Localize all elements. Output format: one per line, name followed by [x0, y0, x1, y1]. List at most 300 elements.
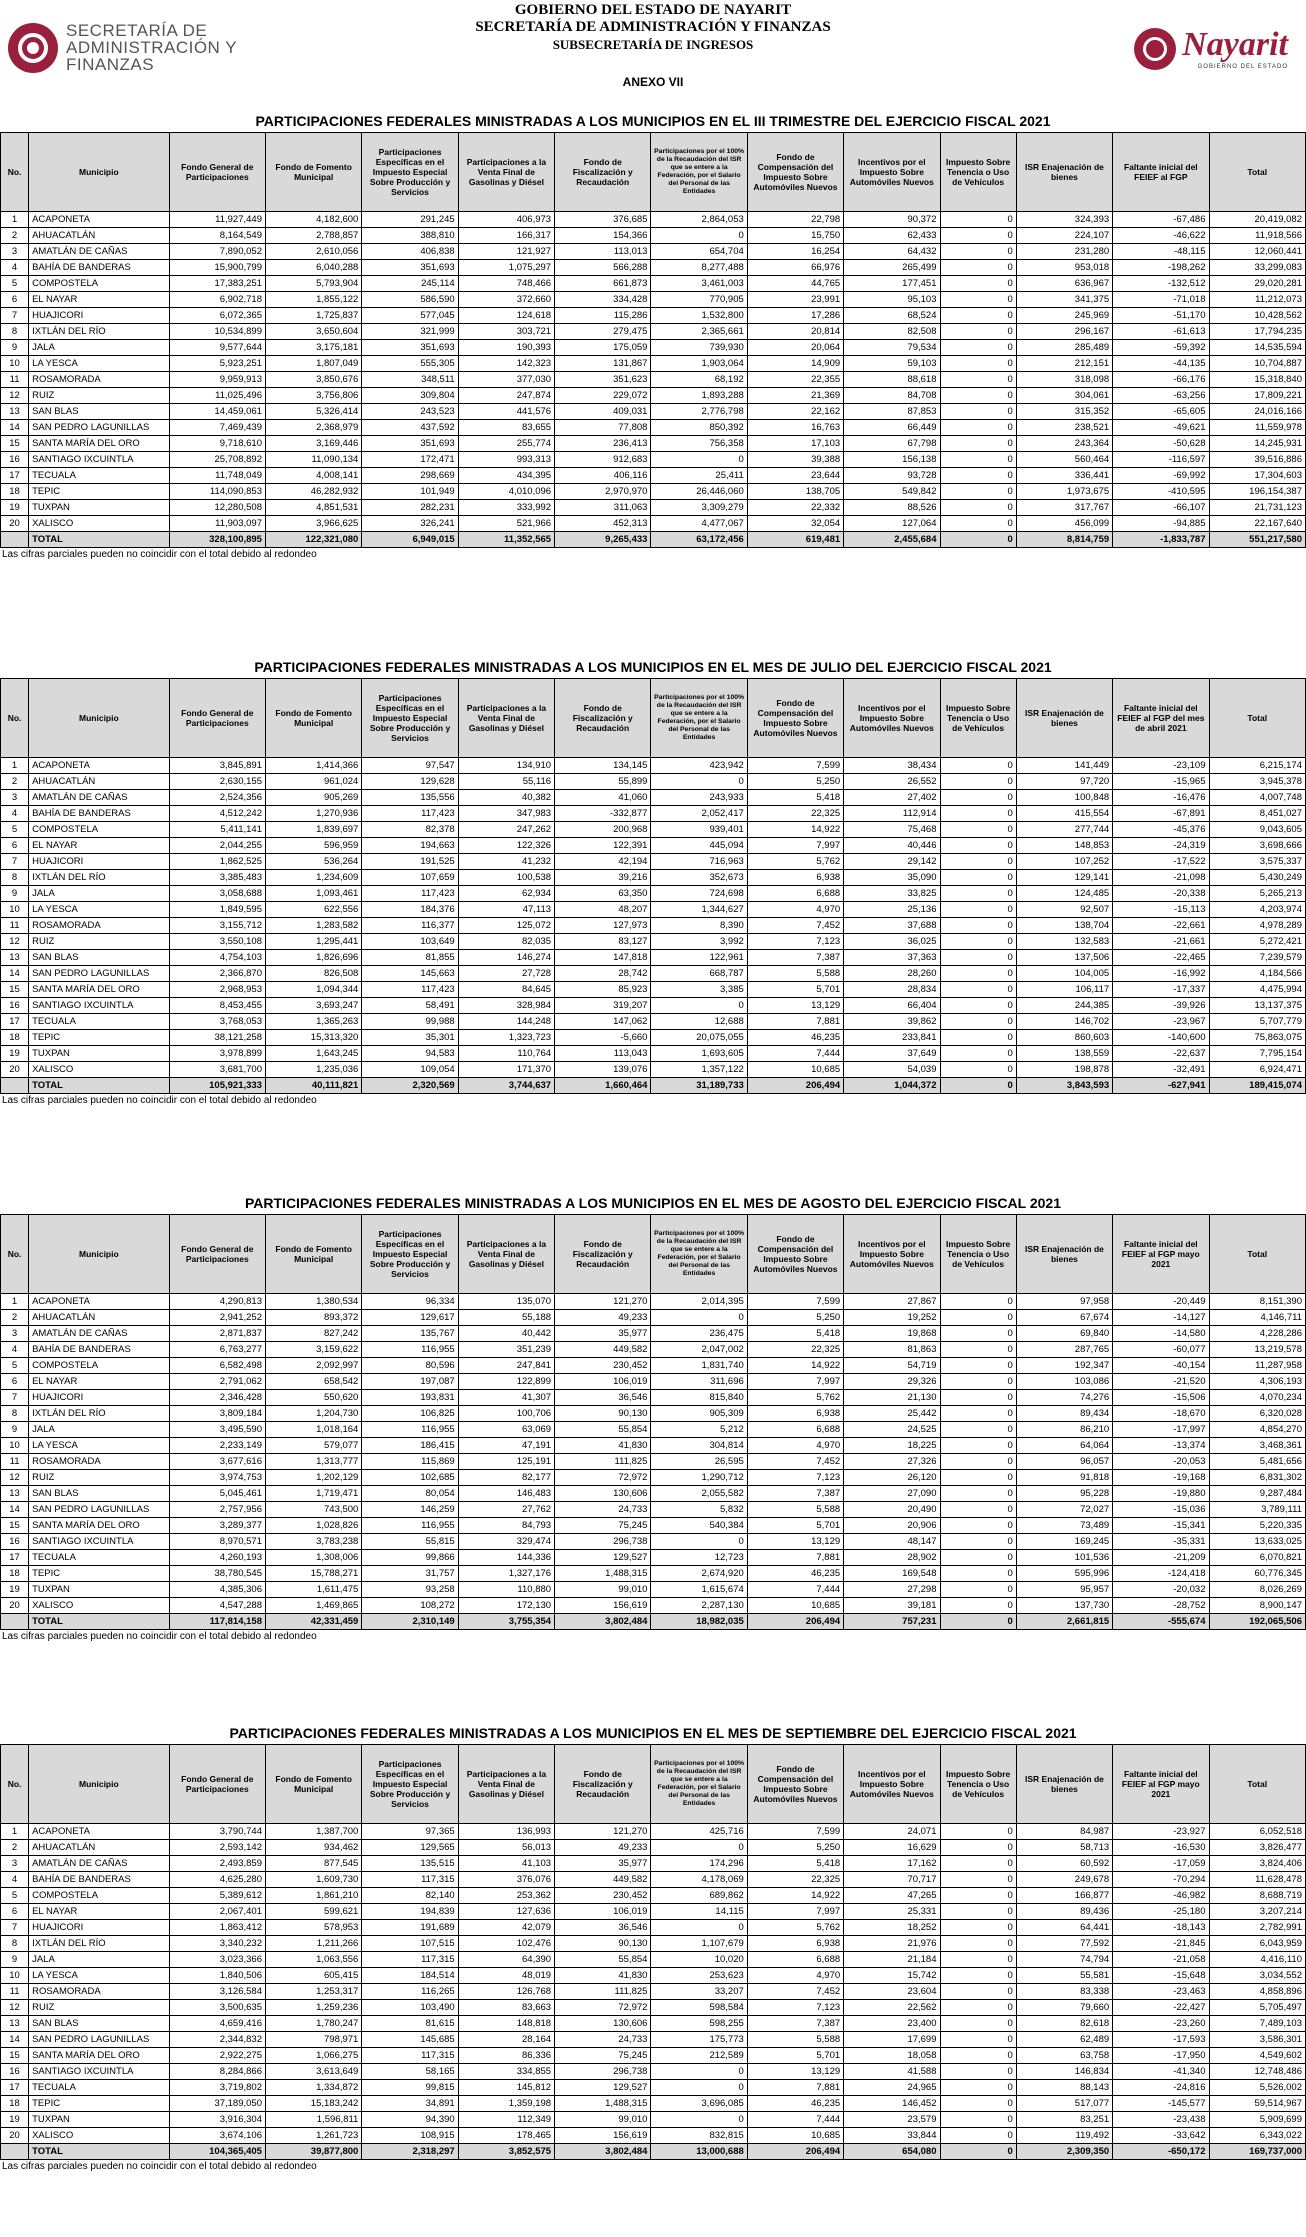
- amount-cell: 0: [940, 292, 1016, 308]
- row-number: 9: [1, 1422, 29, 1438]
- amount-cell: 9,043,605: [1209, 822, 1306, 838]
- municipio-name: TECUALA: [29, 1550, 170, 1566]
- amount-cell: 654,704: [651, 244, 747, 260]
- amount-cell: 93,258: [362, 1582, 458, 1598]
- municipio-name: TEPIC: [29, 1030, 170, 1046]
- total-cell: 654,080: [844, 2144, 940, 2160]
- row-number: 11: [1, 1454, 29, 1470]
- amount-cell: 136,993: [458, 1824, 554, 1840]
- amount-cell: 81,855: [362, 950, 458, 966]
- amount-cell: 0: [940, 1598, 1016, 1614]
- total-cell: 2,309,350: [1016, 2144, 1112, 2160]
- amount-cell: 13,129: [747, 2064, 843, 2080]
- amount-cell: 117,315: [362, 1872, 458, 1888]
- participaciones-table: [0, 1214, 1306, 1630]
- amount-cell: 0: [940, 324, 1016, 340]
- amount-cell: 64,432: [844, 244, 940, 260]
- total-cell: 40,111,821: [265, 1078, 361, 1094]
- amount-cell: 7,123: [747, 1470, 843, 1486]
- amount-cell: 5,418: [747, 1326, 843, 1342]
- amount-cell: -60,077: [1113, 1342, 1209, 1358]
- amount-cell: 6,052,518: [1209, 1824, 1306, 1840]
- table-row: [1, 500, 1306, 516]
- amount-cell: 0: [651, 998, 747, 1014]
- municipio-name: TECUALA: [29, 2080, 170, 2096]
- amount-cell: 73,489: [1016, 1518, 1112, 1534]
- amount-cell: 3,681,700: [169, 1062, 265, 1078]
- amount-cell: 147,818: [555, 950, 651, 966]
- amount-cell: 141,449: [1016, 758, 1112, 774]
- column-header: Participaciones Específicas en el Impuesto Especial Sobre Producción y Servicios: [362, 679, 458, 758]
- amount-cell: 121,270: [555, 1824, 651, 1840]
- logo-line-2: ADMINISTRACIÓN Y: [66, 38, 238, 57]
- amount-cell: 11,903,097: [169, 516, 265, 532]
- row-number: 15: [1, 982, 29, 998]
- amount-cell: 124,618: [458, 308, 554, 324]
- amount-cell: 8,390: [651, 918, 747, 934]
- column-header: Fondo General de Participaciones: [169, 679, 265, 758]
- row-number: 13: [1, 950, 29, 966]
- total-spacer: [1, 532, 29, 548]
- amount-cell: 5,588: [747, 1502, 843, 1518]
- amount-cell: 59,514,967: [1209, 2096, 1306, 2112]
- amount-cell: 64,390: [458, 1952, 554, 1968]
- amount-cell: 84,708: [844, 388, 940, 404]
- column-header: Municipio: [29, 1215, 170, 1294]
- amount-cell: 100,706: [458, 1406, 554, 1422]
- amount-cell: 3,693,247: [265, 998, 361, 1014]
- row-number: 17: [1, 2080, 29, 2096]
- amount-cell: 82,508: [844, 324, 940, 340]
- table-row: [1, 902, 1306, 918]
- column-header: ISR Enajenación de bienes: [1016, 679, 1112, 758]
- amount-cell: 6,343,022: [1209, 2128, 1306, 2144]
- row-number: 1: [1, 212, 29, 228]
- logo-line-3: FINANZAS: [66, 55, 155, 74]
- table-row: [1, 1390, 1306, 1406]
- section-2: [0, 1192, 1306, 1644]
- row-number: 16: [1, 2064, 29, 2080]
- amount-cell: 0: [940, 1968, 1016, 1984]
- municipio-name: SAN BLAS: [29, 404, 170, 420]
- amount-cell: 107,515: [362, 1936, 458, 1952]
- amount-cell: 42,079: [458, 1920, 554, 1936]
- amount-cell: 2,346,428: [169, 1390, 265, 1406]
- amount-cell: 7,599: [747, 758, 843, 774]
- amount-cell: 598,584: [651, 2000, 747, 2016]
- row-number: 20: [1, 2128, 29, 2144]
- amount-cell: 24,733: [555, 1502, 651, 1518]
- table-row: [1, 1824, 1306, 1840]
- amount-cell: 115,286: [555, 308, 651, 324]
- amount-cell: 15,788,271: [265, 1566, 361, 1582]
- amount-cell: 26,552: [844, 774, 940, 790]
- amount-cell: 832,815: [651, 2128, 747, 2144]
- amount-cell: -14,580: [1113, 1326, 1209, 1342]
- amount-cell: 116,955: [362, 1342, 458, 1358]
- row-number: 13: [1, 1486, 29, 1502]
- row-number: 16: [1, 998, 29, 1014]
- amount-cell: 7,997: [747, 838, 843, 854]
- amount-cell: 17,103: [747, 436, 843, 452]
- amount-cell: 1,831,740: [651, 1358, 747, 1374]
- amount-cell: 877,545: [265, 1856, 361, 1872]
- row-number: 19: [1, 500, 29, 516]
- amount-cell: 121,270: [555, 1294, 651, 1310]
- table-row: [1, 1342, 1306, 1358]
- amount-cell: -15,036: [1113, 1502, 1209, 1518]
- municipio-name: ACAPONETA: [29, 758, 170, 774]
- amount-cell: 130,606: [555, 1486, 651, 1502]
- amount-cell: 35,977: [555, 1326, 651, 1342]
- amount-cell: -48,115: [1113, 244, 1209, 260]
- table-row: [1, 1920, 1306, 1936]
- amount-cell: 5,588: [747, 2032, 843, 2048]
- amount-cell: 3,719,802: [169, 2080, 265, 2096]
- row-number: 7: [1, 1390, 29, 1406]
- column-header: Participaciones por el 100% de la Recaudación del ISR que se entere a la Federación, por el Salario del Personal de las Entidades: [651, 133, 747, 212]
- amount-cell: 2,757,956: [169, 1502, 265, 1518]
- amount-cell: 39,216: [555, 870, 651, 886]
- amount-cell: 74,794: [1016, 1952, 1112, 1968]
- amount-cell: -44,135: [1113, 356, 1209, 372]
- amount-cell: 102,476: [458, 1936, 554, 1952]
- amount-cell: 99,815: [362, 2080, 458, 2096]
- amount-cell: 243,523: [362, 404, 458, 420]
- amount-cell: 17,286: [747, 308, 843, 324]
- row-number: 7: [1, 854, 29, 870]
- total-cell: 39,877,800: [265, 2144, 361, 2160]
- amount-cell: 953,018: [1016, 260, 1112, 276]
- amount-cell: 110,764: [458, 1046, 554, 1062]
- amount-cell: 14,115: [651, 1904, 747, 1920]
- table-row: [1, 790, 1306, 806]
- amount-cell: 72,972: [555, 2000, 651, 2016]
- amount-cell: 8,970,571: [169, 1534, 265, 1550]
- table-row: [1, 1438, 1306, 1454]
- amount-cell: 20,814: [747, 324, 843, 340]
- amount-cell: 89,434: [1016, 1406, 1112, 1422]
- amount-cell: 82,618: [1016, 2016, 1112, 2032]
- amount-cell: 49,233: [555, 1310, 651, 1326]
- row-number: 6: [1, 1904, 29, 1920]
- amount-cell: 40,382: [458, 790, 554, 806]
- amount-cell: 116,377: [362, 918, 458, 934]
- amount-cell: 560,464: [1016, 452, 1112, 468]
- page-header: [0, 0, 1306, 88]
- total-cell: 3,843,593: [1016, 1078, 1112, 1094]
- amount-cell: 517,077: [1016, 2096, 1112, 2112]
- row-number: 12: [1, 1470, 29, 1486]
- total-cell: 551,217,580: [1209, 532, 1306, 548]
- amount-cell: 1,903,064: [651, 356, 747, 372]
- amount-cell: 1,028,826: [265, 1518, 361, 1534]
- amount-cell: 536,264: [265, 854, 361, 870]
- amount-cell: 7,997: [747, 1904, 843, 1920]
- column-header: Participaciones a la Venta Final de Gasolinas y Diésel: [458, 1215, 554, 1294]
- amount-cell: 7,123: [747, 2000, 843, 2016]
- amount-cell: 5,762: [747, 1390, 843, 1406]
- amount-cell: 566,288: [555, 260, 651, 276]
- total-cell: -555,674: [1113, 1614, 1209, 1630]
- amount-cell: 28,834: [844, 982, 940, 998]
- amount-cell: 9,959,913: [169, 372, 265, 388]
- amount-cell: 26,595: [651, 1454, 747, 1470]
- amount-cell: 0: [940, 276, 1016, 292]
- total-cell: 6,949,015: [362, 532, 458, 548]
- amount-cell: 28,260: [844, 966, 940, 982]
- amount-cell: 171,370: [458, 1062, 554, 1078]
- amount-cell: -24,319: [1113, 838, 1209, 854]
- amount-cell: 0: [940, 1534, 1016, 1550]
- amount-cell: -39,926: [1113, 998, 1209, 1014]
- municipio-name: XALISCO: [29, 516, 170, 532]
- amount-cell: 31,757: [362, 1566, 458, 1582]
- column-header: Incentivos por el Impuesto Sobre Automóviles Nuevos: [844, 679, 940, 758]
- amount-cell: 11,748,049: [169, 468, 265, 484]
- amount-cell: 596,959: [265, 838, 361, 854]
- amount-cell: 4,970: [747, 1438, 843, 1454]
- amount-cell: 3,309,279: [651, 500, 747, 516]
- amount-cell: -24,816: [1113, 2080, 1209, 2096]
- amount-cell: 25,708,892: [169, 452, 265, 468]
- amount-cell: 326,241: [362, 516, 458, 532]
- amount-cell: 236,475: [651, 1326, 747, 1342]
- amount-cell: 3,916,304: [169, 2112, 265, 2128]
- municipio-name: SAN PEDRO LAGUNILLAS: [29, 966, 170, 982]
- amount-cell: 1,295,441: [265, 934, 361, 950]
- amount-cell: 3,575,337: [1209, 854, 1306, 870]
- municipio-name: AMATLÁN DE CAÑAS: [29, 1856, 170, 1872]
- total-cell: 3,744,637: [458, 1078, 554, 1094]
- amount-cell: 116,955: [362, 1422, 458, 1438]
- amount-cell: 1,414,366: [265, 758, 361, 774]
- municipio-name: IXTLÁN DEL RÍO: [29, 1936, 170, 1952]
- amount-cell: 3,789,111: [1209, 1502, 1306, 1518]
- amount-cell: 3,850,676: [265, 372, 361, 388]
- amount-cell: 8,900,147: [1209, 1598, 1306, 1614]
- section-3: [0, 1722, 1306, 2174]
- column-header: Fondo de Fomento Municipal: [265, 133, 361, 212]
- amount-cell: 3,340,232: [169, 1936, 265, 1952]
- amount-cell: 22,798: [747, 212, 843, 228]
- total-cell: 189,415,074: [1209, 1078, 1306, 1094]
- amount-cell: 4,385,306: [169, 1582, 265, 1598]
- municipio-name: LA YESCA: [29, 1438, 170, 1454]
- municipio-name: SANTA MARÍA DEL ORO: [29, 436, 170, 452]
- column-header: Participaciones por el 100% de la Recaudación del ISR que se entere a la Federación, por el Salario del Personal de las Entidades: [651, 1745, 747, 1824]
- amount-cell: 22,332: [747, 500, 843, 516]
- amount-cell: 41,830: [555, 1438, 651, 1454]
- column-header: Fondo de Fomento Municipal: [265, 679, 361, 758]
- table-row: [1, 2016, 1306, 2032]
- table-row: [1, 1062, 1306, 1078]
- amount-cell: 0: [940, 2016, 1016, 2032]
- amount-cell: 89,436: [1016, 1904, 1112, 1920]
- amount-cell: 0: [940, 1824, 1016, 1840]
- nayarit-logo-word: Nayarit: [1182, 26, 1288, 63]
- amount-cell: 540,384: [651, 1518, 747, 1534]
- row-number: 11: [1, 1984, 29, 2000]
- amount-cell: 5,481,656: [1209, 1454, 1306, 1470]
- amount-cell: -21,098: [1113, 870, 1209, 886]
- amount-cell: 6,320,028: [1209, 1406, 1306, 1422]
- amount-cell: 194,839: [362, 1904, 458, 1920]
- amount-cell: 54,039: [844, 1062, 940, 1078]
- amount-cell: 3,966,625: [265, 516, 361, 532]
- amount-cell: 5,418: [747, 790, 843, 806]
- column-header: ISR Enajenación de bienes: [1016, 133, 1112, 212]
- table-row: [1, 1534, 1306, 1550]
- municipio-name: ROSAMORADA: [29, 372, 170, 388]
- amount-cell: 86,210: [1016, 1422, 1112, 1438]
- amount-cell: 449,582: [555, 1342, 651, 1358]
- amount-cell: 66,449: [844, 420, 940, 436]
- amount-cell: 127,636: [458, 1904, 554, 1920]
- amount-cell: -45,376: [1113, 822, 1209, 838]
- amount-cell: 0: [940, 902, 1016, 918]
- amount-cell: 28,902: [844, 1550, 940, 1566]
- row-number: 12: [1, 388, 29, 404]
- amount-cell: 8,284,866: [169, 2064, 265, 2080]
- amount-cell: 0: [940, 436, 1016, 452]
- table-row: [1, 1454, 1306, 1470]
- amount-cell: 36,025: [844, 934, 940, 950]
- column-header: Fondo de Compensación del Impuesto Sobre Automóviles Nuevos: [747, 1215, 843, 1294]
- total-cell: 2,318,297: [362, 2144, 458, 2160]
- municipio-name: TUXPAN: [29, 1046, 170, 1062]
- amount-cell: 186,415: [362, 1438, 458, 1454]
- table-row: [1, 484, 1306, 500]
- amount-cell: 39,388: [747, 452, 843, 468]
- amount-cell: 0: [940, 1438, 1016, 1454]
- amount-cell: 3,824,406: [1209, 1856, 1306, 1872]
- amount-cell: 103,490: [362, 2000, 458, 2016]
- amount-cell: 22,325: [747, 1872, 843, 1888]
- amount-cell: 0: [940, 982, 1016, 998]
- amount-cell: 0: [940, 468, 1016, 484]
- amount-cell: 1,234,609: [265, 870, 361, 886]
- amount-cell: 8,451,027: [1209, 806, 1306, 822]
- amount-cell: 36,546: [555, 1920, 651, 1936]
- amount-cell: -49,621: [1113, 420, 1209, 436]
- amount-cell: 130,606: [555, 2016, 651, 2032]
- total-cell: 1,660,464: [555, 1078, 651, 1094]
- column-header: Fondo de Fiscalización y Recaudación: [555, 1215, 651, 1294]
- total-cell: 105,921,333: [169, 1078, 265, 1094]
- column-header: Fondo General de Participaciones: [169, 1745, 265, 1824]
- amount-cell: -21,058: [1113, 1952, 1209, 1968]
- amount-cell: 21,369: [747, 388, 843, 404]
- amount-cell: -59,392: [1113, 340, 1209, 356]
- amount-cell: 99,010: [555, 1582, 651, 1598]
- amount-cell: 4,659,416: [169, 2016, 265, 2032]
- table-row: [1, 1310, 1306, 1326]
- amount-cell: 2,366,870: [169, 966, 265, 982]
- amount-cell: 192,347: [1016, 1358, 1112, 1374]
- amount-cell: 10,685: [747, 2128, 843, 2144]
- amount-cell: 739,930: [651, 340, 747, 356]
- amount-cell: 21,184: [844, 1952, 940, 1968]
- subsecretaria-title: SUBSECRETARÍA DE INGRESOS: [552, 37, 754, 52]
- column-header: Faltante inicial del FEIEF al FGP mayo 2021: [1113, 1745, 1209, 1824]
- row-number: 6: [1, 292, 29, 308]
- amount-cell: -22,465: [1113, 950, 1209, 966]
- amount-cell: 82,035: [458, 934, 554, 950]
- amount-cell: 5,250: [747, 774, 843, 790]
- municipio-name: SANTIAGO IXCUINTLA: [29, 998, 170, 1014]
- total-cell: 0: [940, 1078, 1016, 1094]
- logo-line-1: SECRETARÍA DE: [66, 21, 208, 40]
- municipio-name: AHUACATLÁN: [29, 1310, 170, 1326]
- amount-cell: 1,719,471: [265, 1486, 361, 1502]
- amount-cell: 328,984: [458, 998, 554, 1014]
- amount-cell: 376,685: [555, 212, 651, 228]
- amount-cell: 2,776,798: [651, 404, 747, 420]
- municipio-name: IXTLÁN DEL RÍO: [29, 324, 170, 340]
- total-row: [1, 1078, 1306, 1094]
- amount-cell: 62,489: [1016, 2032, 1112, 2048]
- amount-cell: 146,834: [1016, 2064, 1112, 2080]
- amount-cell: 860,603: [1016, 1030, 1112, 1046]
- amount-cell: 63,758: [1016, 2048, 1112, 2064]
- amount-cell: 3,974,753: [169, 1470, 265, 1486]
- amount-cell: 49,233: [555, 1840, 651, 1856]
- amount-cell: 23,604: [844, 1984, 940, 2000]
- amount-cell: 60,592: [1016, 1856, 1112, 1872]
- municipio-name: JALA: [29, 886, 170, 902]
- table-row: [1, 388, 1306, 404]
- row-number: 2: [1, 228, 29, 244]
- amount-cell: 0: [940, 1486, 1016, 1502]
- amount-cell: 106,019: [555, 1374, 651, 1390]
- participaciones-table: [0, 678, 1306, 1094]
- amount-cell: 4,178,069: [651, 1872, 747, 1888]
- amount-cell: -33,642: [1113, 2128, 1209, 2144]
- amount-cell: 724,698: [651, 886, 747, 902]
- amount-cell: 106,825: [362, 1406, 458, 1422]
- table-row: [1, 982, 1306, 998]
- municipio-name: ROSAMORADA: [29, 1984, 170, 2000]
- municipio-name: BAHÍA DE BANDERAS: [29, 806, 170, 822]
- amount-cell: 148,853: [1016, 838, 1112, 854]
- amount-cell: 7,795,154: [1209, 1046, 1306, 1062]
- amount-cell: 86,336: [458, 2048, 554, 2064]
- amount-cell: 406,838: [362, 244, 458, 260]
- amount-cell: 0: [940, 500, 1016, 516]
- amount-cell: 16,763: [747, 420, 843, 436]
- amount-cell: 117,423: [362, 806, 458, 822]
- total-cell: 619,481: [747, 532, 843, 548]
- municipio-name: RUIZ: [29, 934, 170, 950]
- amount-cell: 81,863: [844, 1342, 940, 1358]
- amount-cell: -20,449: [1113, 1294, 1209, 1310]
- row-number: 9: [1, 1952, 29, 1968]
- amount-cell: 6,924,471: [1209, 1062, 1306, 1078]
- amount-cell: 244,385: [1016, 998, 1112, 1014]
- municipio-name: AMATLÁN DE CAÑAS: [29, 790, 170, 806]
- amount-cell: 3,159,622: [265, 1342, 361, 1358]
- amount-cell: 83,251: [1016, 2112, 1112, 2128]
- header-titles: [0, 2, 1306, 53]
- amount-cell: 1,826,696: [265, 950, 361, 966]
- total-row: [1, 2144, 1306, 2160]
- amount-cell: 3,034,552: [1209, 1968, 1306, 1984]
- amount-cell: 0: [940, 1310, 1016, 1326]
- municipio-name: HUAJICORI: [29, 308, 170, 324]
- amount-cell: 55,899: [555, 774, 651, 790]
- amount-cell: 117,423: [362, 886, 458, 902]
